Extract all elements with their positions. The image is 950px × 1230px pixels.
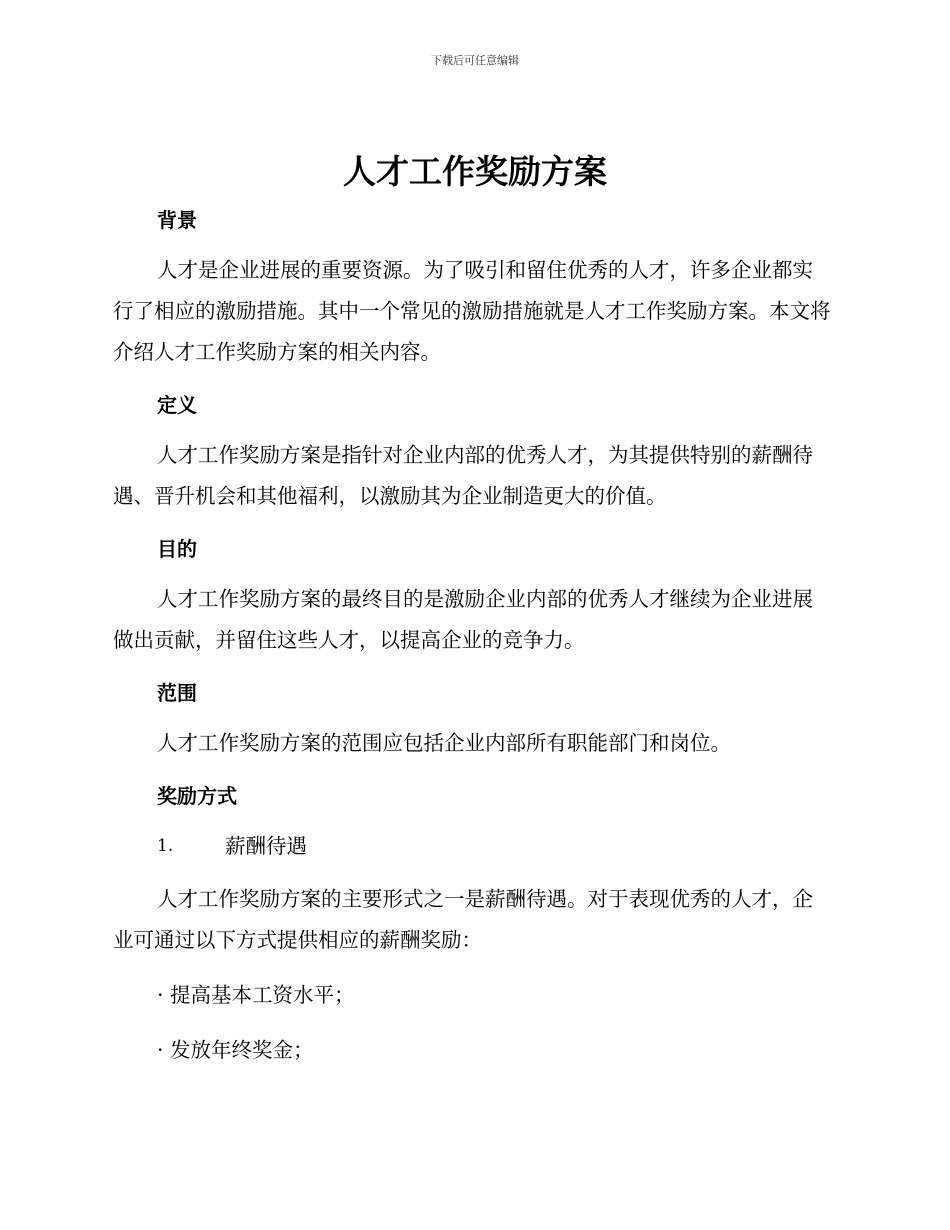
numbered-item-salary — [113, 826, 833, 867]
paragraph-purpose: 人才工作奖励方案的最终目的是激励企业内部的优秀人才继续为企业进展做出贡献，并留住这些人才，以提高企业的竞争力。 — [113, 587, 813, 652]
section-heading-background: 背景 — [157, 208, 197, 232]
section-heading-definition: 定义 — [157, 393, 197, 417]
document-title: 人才工作奖励方案 — [343, 152, 607, 191]
section-heading-purpose: 目的 — [157, 537, 197, 561]
section-heading-methods: 奖励方式 — [157, 784, 237, 808]
paragraph-background: 人才是企业进展的重要资源。为了吸引和留住优秀的人才，许多企业都实行了相应的激励措施。其中一个常见的激励措施就是人才工作奖励方案。本文将介绍人才工作奖励方案的相关内容。 — [113, 258, 831, 364]
paragraph-scope: 人才工作奖励方案的范围应包括企业内部所有职能部门和岗位。 — [157, 731, 731, 755]
bullet-item-year-end-bonus: · 发放年终奖金； — [157, 1038, 314, 1062]
section-heading-scope: 范围 — [157, 681, 197, 705]
document-body — [113, 202, 833, 1071]
bullet-item-base-salary: · 提高基本工资水平； — [157, 983, 355, 1007]
list-number: 1. — [157, 836, 174, 856]
paragraph-salary: 人才工作奖励方案的主要形式之一是薪酬待遇。对于表现优秀的人才，企业可通过以下方式提供相应的薪酬奖励： — [113, 887, 813, 952]
list-item-label: 薪酬待遇 — [225, 834, 307, 858]
paragraph-definition: 人才工作奖励方案是指针对企业内部的优秀人才，为其提供特别的薪酬待遇、晋升机会和其他福利，以激励其为企业制造更大的价值。 — [113, 443, 813, 508]
running-header: 下载后可任意编辑 — [431, 54, 519, 67]
